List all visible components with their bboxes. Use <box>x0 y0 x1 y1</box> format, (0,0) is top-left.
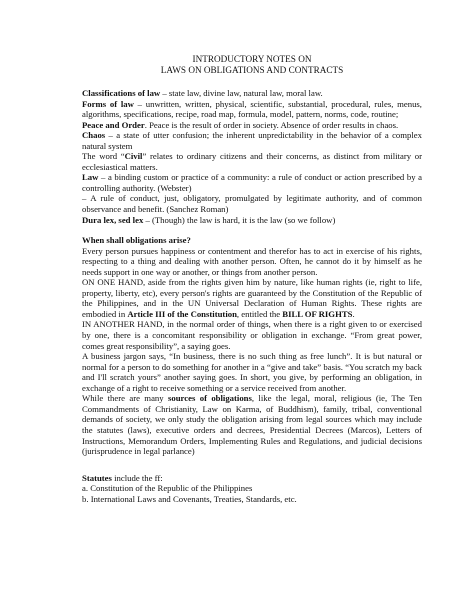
section-heading <box>82 235 422 246</box>
paragraph-text: ON ONE HAND, aside from the rights given him by nature, like human rights (ie, right to life, property, liberty, etc), every person's rights are guaranteed by the Constitution of the Republic of the Philippines, and in the UN Universal Declaration of Human Rights. These rights are embodied in <box>82 277 422 319</box>
definition-text: – (Though) the law is hard, it is the law (so we follow) <box>143 214 336 225</box>
definition-term: Chaos <box>82 130 106 141</box>
definition-classifications <box>82 88 422 99</box>
definition-term: Classifications of law <box>82 88 161 98</box>
definition-dura-lex <box>82 215 422 226</box>
statutes-term: Statutes <box>82 472 112 483</box>
definition-text: ” relates to ordinary citizens and their concerns, as distinct from military or ecclesiastical matters. <box>82 151 422 172</box>
definition-text: – state law, divine law, natural law, moral law. <box>160 88 323 98</box>
paragraph-bold: BILL OF RIGHTS <box>282 308 353 319</box>
definition-text: – a state of utter confusion; the inherent unpredictability in the behavior of a complex natural system <box>82 130 422 151</box>
definition-text: – unwritten, written, physical, scientific, substantial, procedural, rules, menus, algorithms, specifications, recipe, road map, formula, model, pattern, norms, code, routine; <box>82 98 422 120</box>
paragraph-3: IN ANOTHER HAND, in the normal order of things, when there is a right given to or exercised by one, there is a concomitant responsibility or obligation in exchange. “From great power, comes great responsibility”, a saying goes. <box>82 319 422 351</box>
title-line-2: LAWS ON OBLIGATIONS AND CONTRACTS <box>160 65 344 75</box>
statute-item: a. Constitution of the Republic of the Philippines <box>82 483 253 494</box>
title-line-1: INTRODUCTORY NOTES ON <box>192 54 312 64</box>
paragraph-2 <box>82 277 422 319</box>
definition-term: Civil <box>124 151 143 162</box>
paragraph-5 <box>82 393 422 456</box>
paragraph-bold: sources of obligations <box>168 393 252 404</box>
paragraph-text: , entitled the <box>236 308 283 319</box>
definition-text: . Peace is the result of order in society. Absence of order results in chaos. <box>144 119 399 130</box>
definition-peace-order <box>82 120 422 131</box>
definition-forms <box>82 99 422 120</box>
paragraph-text: While there are many <box>82 393 168 404</box>
document-title-block <box>82 54 422 76</box>
paragraph-bold: Article III of the Constitution <box>127 308 237 319</box>
statute-item: b. International Laws and Covenants, Treaties, Standards, etc. <box>82 493 297 504</box>
civil-prefix: The word “ <box>82 151 125 162</box>
definition-text: – a binding custom or practice of a community: a rule of conduct or action prescribed by a controlling authority. (Webster) <box>82 172 422 193</box>
section-heading-text: When shall obligations arise? <box>82 235 191 246</box>
definition-term: Law <box>82 172 99 183</box>
definition-term: Peace and Order <box>82 119 145 130</box>
statutes-text: include the ff: <box>111 472 163 483</box>
definition-term: Dura lex, sed lex <box>82 214 144 225</box>
definition-law <box>82 172 422 193</box>
paragraph-1: Every person pursues happiness or contentment and therefor has to act in exercise of his rights, respecting to a thing and dealing with another person. Often, he cannot do it by himself as he needs support in one way or another, or things from another person. <box>82 245 422 277</box>
definition-term: Forms of law <box>82 98 134 109</box>
spacer <box>82 457 422 473</box>
definition-law-2: – A rule of conduct, just, obligatory, promulgated by legitimate authority, and of common observance and benefit. (Sanchez Roman) <box>82 193 422 215</box>
paragraph-text: . <box>352 308 355 319</box>
statutes-intro <box>82 473 422 484</box>
paragraph-text: , like the legal, moral, religious (ie, The Ten Commandments of Christianity, Law on Karma, of Buddhism), family, tribal, conventional demands of society, we only study the obligation arising from legal sources which may include the statutes (laws), executive orders and decrees, Presidential Decrees (Marcos), Letters of Instructions, Memorandum Orders, Implementing Rules and Regulations, and judicial decisions (jurisprudence in legal parlance) <box>82 393 423 457</box>
definition-chaos <box>82 130 422 151</box>
spacer <box>82 225 422 235</box>
paragraph-4: A business jargon says, “In business, there is no such thing as free lunch”. It is but natural or normal for a person to do something for another in a “give and take” basis. “You scratch my back and I'll scratch yours” another saying goes. In short, you give, by performing an obligation, in exchange of a right to receive something or a service received from another. <box>82 351 422 393</box>
definition-civil <box>82 151 422 172</box>
